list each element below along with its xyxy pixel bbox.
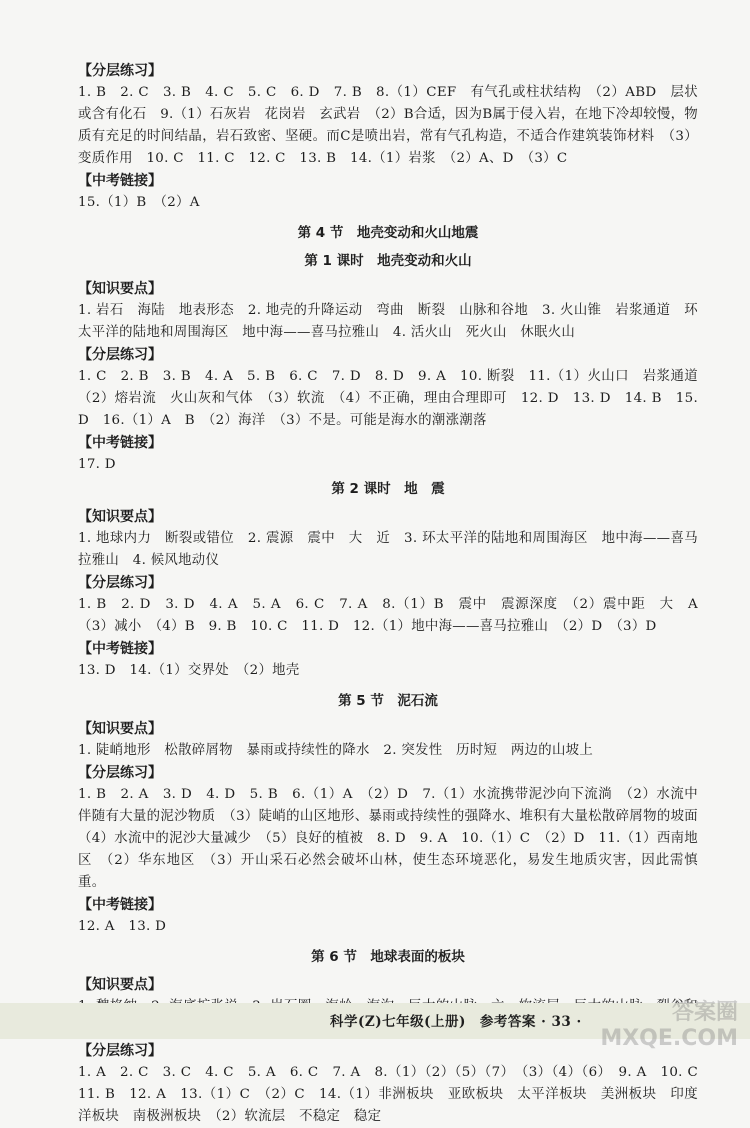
lesson-heading: 第 2 课时 地 震 <box>331 481 445 497</box>
section-heading: 第 5 节 泥石流 <box>338 693 438 709</box>
answer-paragraph: 1. B 2. D 3. D 4. A 5. A 6. C 7. A 8.（1）B 震中 震源深度 （2）震中距 大 A （3）减小 （4）B 9. B 10. C 11. D 12.（1）地中海——喜马拉雅山 （2）D （3）D <box>78 597 712 634</box>
section-tag: 【分层练习】 <box>78 575 162 591</box>
section-tag: 【分层练习】 <box>78 63 162 79</box>
answer-paragraph: 1. C 2. B 3. B 4. A 5. B 6. C 7. D 8. D 9. A 10. 断裂 11.（1）火山口 岩浆通道 （2）熔岩流 火山灰和气体 （3）软流 （4）不正确，理由合理即可 12. D 13. D 14. B 15. D 16.（1）A B （2）海洋 （3）不是。可能是海水的潮涨潮落 <box>78 369 712 428</box>
section-tag: 【分层练习】 <box>78 347 162 363</box>
watermark-line1: 答案圈 <box>671 1000 738 1025</box>
answer-paragraph: 1. 陡峭地形 松散碎屑物 暴雨或持续性的降水 2. 突发性 历时短 两边的山坡上 <box>78 743 594 758</box>
footer-text: 科学(Z)七年级(上册) 参考答案 · 33 · <box>330 1014 582 1030</box>
lesson-heading: 第 1 课时 地壳变动和火山 <box>304 253 472 269</box>
section-tag: 【分层练习】 <box>78 765 162 781</box>
answer-paragraph: 12. A 13. D <box>78 919 167 934</box>
answer-paragraph: 1. A 2. C 3. C 4. C 5. A 6. C 7. A 8.（1）（2）（5）（7） （3）（4）（6） 9. A 10. C 11. B 12. A 13.（1）C （2）C 14.（1）非洲板块 亚欧板块 太平洋板块 美洲板块 印度洋板块 南极洲板块 （2）软流层 不稳定 稳定 <box>78 1065 712 1124</box>
answer-paragraph: 1. B 2. A 3. D 4. D 5. B 6.（1）A （2）D 7.（1）水流携带泥沙向下流淌 （2）水流中伴随有大量的泥沙物质 （3）陡峭的山区地形、暴雨或持续性的强降水、堆积有大量松散碎屑物的坡面 （4）水流中的泥沙大量减少 （5）良好的植被 8. D 9. A 10.（1）C （2）D 11.（1）西南地区 （2）华东地区 （3）开山采石必然会破坏山林，使生态环境恶化，易发生地质灾害，因此需慎重。 <box>78 787 712 890</box>
section-tag: 【知识要点】 <box>78 977 162 993</box>
section-tag: 【知识要点】 <box>78 721 162 737</box>
answer-paragraph: 13. D 14.（1）交界处 （2）地壳 <box>78 663 300 678</box>
section-heading: 第 6 节 地球表面的板块 <box>311 949 465 965</box>
section-tag: 【中考链接】 <box>78 641 162 657</box>
answer-paragraph: 1. B 2. C 3. B 4. C 5. C 6. D 7. B 8.（1）CEF 有气孔或柱状结构 （2）ABD 层状或含有化石 9.（1）石灰岩 花岗岩 玄武岩 （2）B合适，因为B属于侵入岩，在地下冷却较慢，物质有充足的时间结晶，岩石致密、坚硬。而C是喷出岩，常有气孔构造，不适合作建筑装饰材料 （3）变质作用 10. C 11. C 12. C 13. B 14.（1）岩浆 （2）A、D （3）C <box>78 85 698 166</box>
answer-paragraph: 15.（1）B （2）A <box>78 195 200 210</box>
answer-paragraph: 1. 地球内力 断裂或错位 2. 震源 震中 大 近 3. 环太平洋的陆地和周围海区 地中海——喜马拉雅山 4. 候风地动仪 <box>78 531 698 568</box>
watermark <box>600 1000 738 1052</box>
section-tag: 【知识要点】 <box>78 281 162 297</box>
watermark-line2: MXQE.COM <box>600 1026 738 1051</box>
section-tag: 【知识要点】 <box>78 509 162 525</box>
section-tag: 【中考链接】 <box>78 897 162 913</box>
section-tag: 【中考链接】 <box>78 435 162 451</box>
answer-paragraph: 17. D <box>78 457 116 472</box>
section-tag: 【分层练习】 <box>78 1043 162 1059</box>
answer-paragraph: 1. 岩石 海陆 地表形态 2. 地壳的升降运动 弯曲 断裂 山脉和谷地 3. 火山锥 岩浆通道 环太平洋的陆地和周围海区 地中海——喜马拉雅山 4. 活火山 死火山 休眠火山 <box>78 303 698 340</box>
section-heading: 第 4 节 地壳变动和火山地震 <box>297 225 479 241</box>
section-tag: 【中考链接】 <box>78 173 162 189</box>
